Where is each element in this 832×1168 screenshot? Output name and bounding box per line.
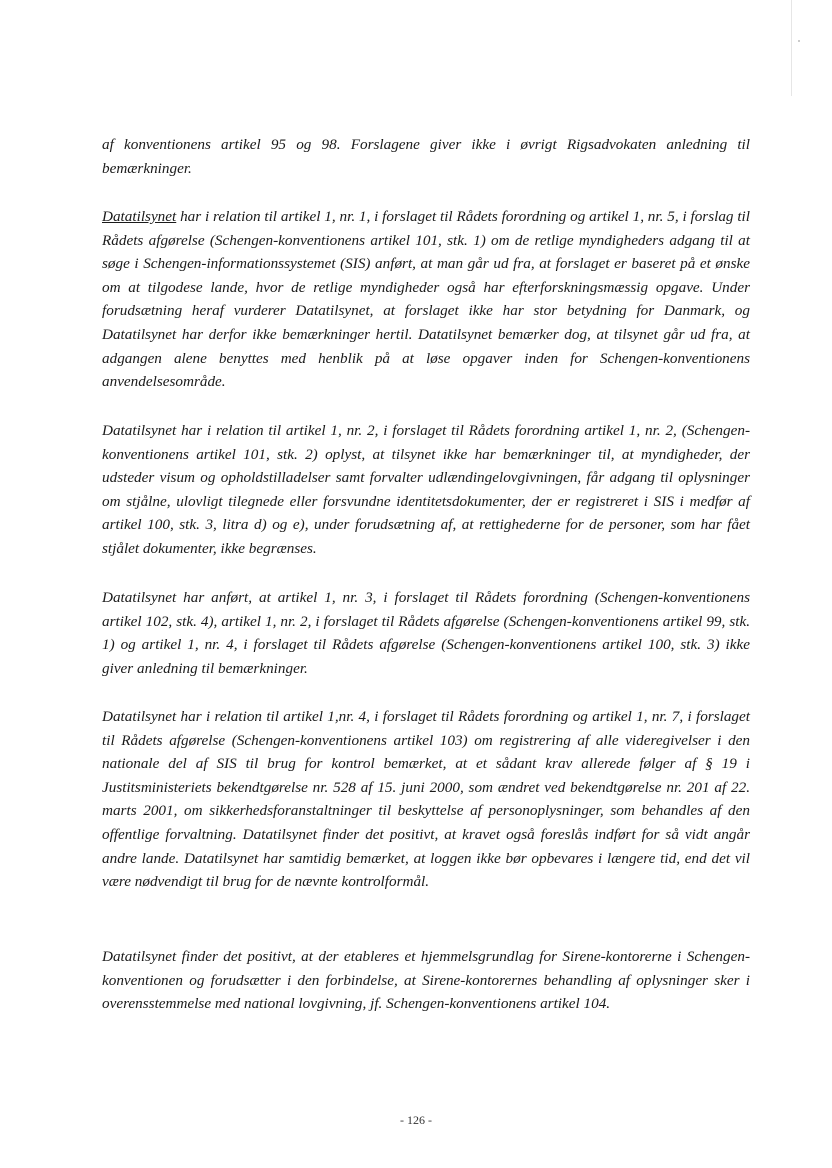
- paragraph-text: Datatilsynet har anført, at artikel 1, nr. 3, i forslaget til Rådets forordning (Schengen-konventionens artikel 102, stk. 4), artikel 1, nr. 2, i forslaget til Rådets afgørelse (Schengen-konventionens artikel 99, stk. 1) og artikel 1, nr. 4, i forslaget til Rådets afgørelse (Schengen-konventionens artikel 100, stk. 3) ikke giver anledning til bemærkninger.: [102, 589, 750, 677]
- paragraph-text: har i relation til artikel 1, nr. 1, i forslaget til Rådets forordning og artikel 1, nr. 5, i forslag til Rådets afgørelse (Schengen-konventionens artikel 101, stk. 1) om de retlige myndigheders adgang til at søge i Schengen-informationssystemet (SIS) anført, at man går ud fra, at forslaget er baseret på et ønske om at tilgodese lande, hvor de retlige myndigheder også har efterforskningsmæssig opgave. Under forudsætning heraf vurderer Datatilsynet, at forslaget ikke har stor betydning for Danmark, og Datatilsynet har derfor ikke bemærkninger hertil. Datatilsynet bemærker dog, at tilsynet går ud fra, at adgangen alene benyttes med henblik på at løse opgaver inden for Schengen-konventionens anvendelsesområde.: [102, 208, 750, 391]
- paragraph-lead-underlined: Datatilsynet: [102, 208, 177, 225]
- scan-edge-line: [791, 0, 792, 96]
- paragraph-datatilsynet-no-remarks: [102, 586, 750, 680]
- paragraph-text: Datatilsynet har i relation til artikel 1, nr. 2, i forslaget til Rådets forordning artikel 1, nr. 2, (Schengen-konventionens artikel 101, stk. 2) oplyst, at tilsynet ikke har bemærkninger til, at myndigheder, der udsteder visum og opholdstilladelser samt forvalter udlændingelovgivningen, får adgang til oplysninger om stjålne, ulovligt tilegnede eller forsvundne identitetsdokumenter, der er registreret i SIS i medfør af artikel 100, stk. 3, litra d) og e), under forudsætning af, at rettighederne for de personer, som har fået stjålet dokumenter, ikke begrænses.: [102, 422, 750, 557]
- page-number: - 126 -: [400, 1113, 432, 1127]
- paragraph-text: Datatilsynet har i relation til artikel 1,nr. 4, i forslaget til Rådets forordning og artikel 1, nr. 7, i forslaget til Rådets afgørelse (Schengen-konventionens artikel 103) om registrering af alle videregivelser i den nationale del af SIS til brug for kontrol bemærket, at et sådant krav allerede følger af § 19 i Justitsministeriets bekendtgørelse nr. 528 af 15. juni 2000, som ændret ved bekendtgørelse nr. 201 af 22. marts 2001, om sikkerhedsforanstaltninger til beskyttelse af personoplysninger, som behandles af den offentlige forvaltning. Datatilsynet finder det positivt, at kravet også foreslås indført for så vidt angår andre lande. Datatilsynet har samtidig bemærket, at loggen ikke bør opbevares i længere tid, end det vil være nødvendigt til brug for de nævnte kontrolformål.: [102, 708, 750, 891]
- paragraph-rigsadvokaten-continuation: [102, 133, 750, 180]
- paragraph-text: Datatilsynet finder det positivt, at der etableres et hjemmelsgrundlag for Sirene-kontorerne i Schengen-konventionen og forudsætter i den forbindelse, at Sirene-kontorernes behandling af oplysninger sker i overensstemmelse med national lovgivning, jf. Schengen-konventionens artikel 104.: [102, 948, 750, 1013]
- paragraph-datatilsynet-sirene: [102, 945, 750, 1016]
- paragraph-datatilsynet-visa-access: [102, 419, 750, 561]
- paragraph-datatilsynet-logging: [102, 705, 750, 894]
- paragraph-text: af konventionens artikel 95 og 98. Forslagene giver ikke i øvrigt Rigsadvokaten anledning til bemærkninger.: [102, 136, 750, 177]
- paragraph-datatilsynet-sis-search: [102, 205, 750, 394]
- scan-speck: [798, 40, 800, 42]
